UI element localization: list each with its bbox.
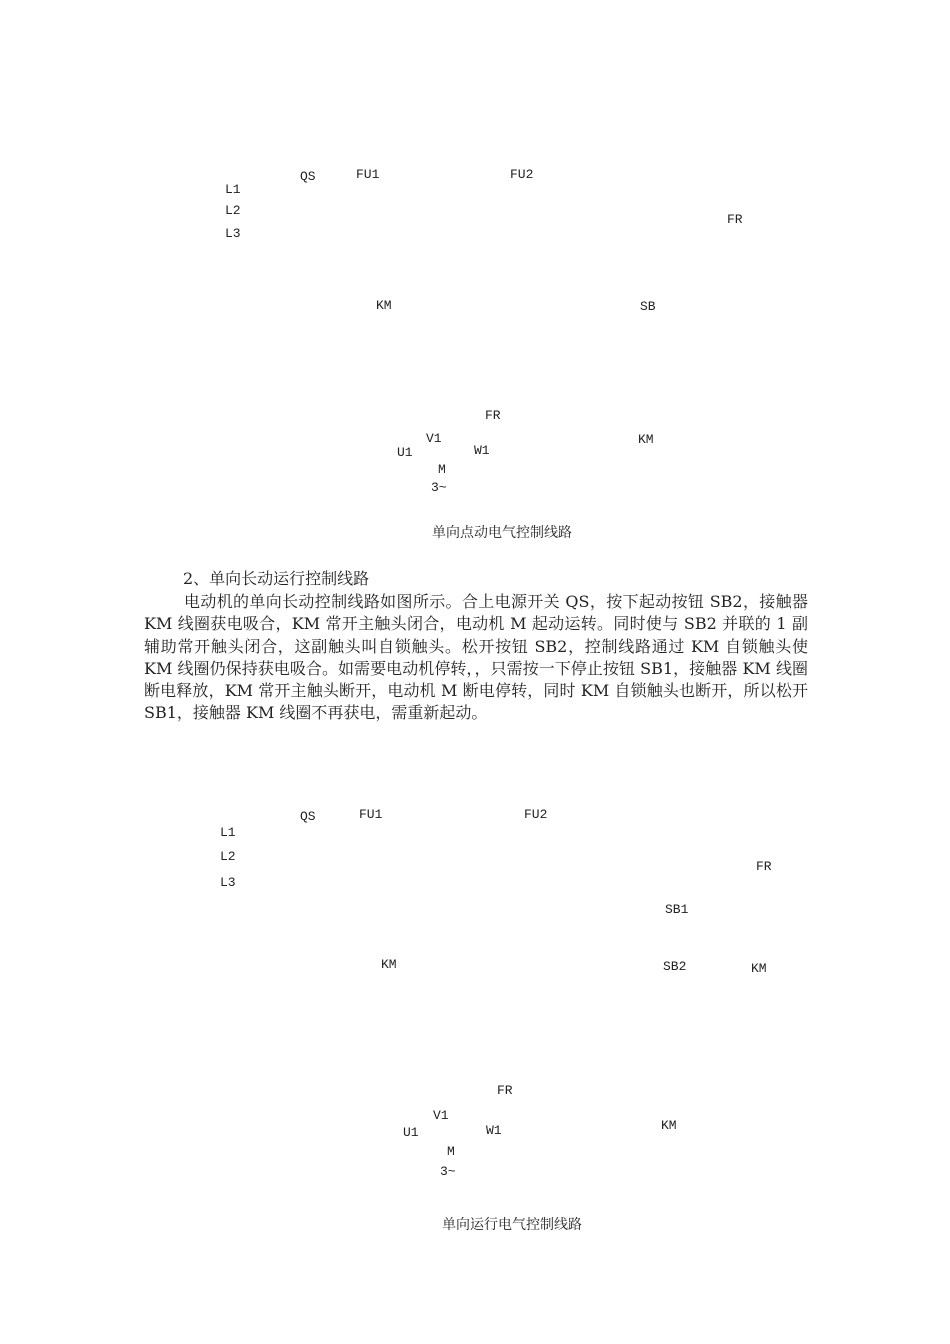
label-l3: L3 [225, 226, 241, 241]
label-km-aux: KM [751, 961, 767, 976]
label-v1: V1 [433, 1108, 449, 1123]
label-motor-m: M [438, 462, 446, 477]
label-qs: QS [300, 169, 316, 184]
label-km-coil: KM [638, 432, 654, 447]
section-heading: 2、单向长动运行控制线路 [183, 569, 370, 588]
section-paragraph: 电动机的单向长动控制线路如图所示。合上电源开关 QS，按下起动按钮 SB2，接触器 KM 线圈获电吸合，KM 常开主触头闭合，电动机 M 起动运转。同时使与 SB2 并联的 1 副辅助常开触头闭合，这副触头叫自锁触头。松开按钮 SB2，控制线路通过 KM 自锁触头使 KM 线圈仍保持获电吸合。如需要电动机停转，，只需按一下停止按钮 SB1，接触器 KM 线圈断电释放，KM 常开主触头断开，电动机 M 断电停转，同时 KM 自锁触头也断开，所以松开 SB1，接触器 KM 线圈不再获电，需重新起动。 [144, 592, 808, 723]
label-fu2: FU2 [510, 167, 534, 182]
label-motor-phase: 3~ [431, 480, 447, 495]
label-motor-phase: 3~ [440, 1164, 456, 1179]
label-km-coil: KM [661, 1118, 677, 1133]
label-w1: W1 [486, 1123, 502, 1138]
label-l1: L1 [225, 182, 241, 197]
label-fu1: FU1 [359, 807, 383, 822]
label-v1: V1 [426, 431, 442, 446]
label-qs: QS [300, 809, 316, 824]
label-u1: U1 [397, 445, 413, 460]
label-motor-m: M [447, 1144, 455, 1159]
caption-diagram-2: 单向运行电气控制线路 [442, 1217, 582, 1233]
label-l1: L1 [220, 825, 236, 840]
label-sb1: SB1 [665, 902, 689, 917]
label-u1: U1 [403, 1125, 419, 1140]
label-km-main: KM [381, 957, 397, 972]
label-sb2: SB2 [663, 959, 687, 974]
label-km-main: KM [376, 298, 392, 313]
caption-diagram-1: 单向点动电气控制线路 [432, 525, 572, 541]
label-fr-motor: FR [485, 408, 501, 423]
label-w1: W1 [474, 443, 490, 458]
label-sb: SB [640, 299, 656, 314]
label-l3: L3 [220, 875, 236, 890]
label-fu2: FU2 [524, 807, 548, 822]
label-fr-top: FR [756, 859, 772, 874]
label-l2: L2 [220, 849, 236, 864]
label-fr-motor: FR [497, 1083, 513, 1098]
label-l2: L2 [225, 203, 241, 218]
label-fr-top: FR [727, 212, 743, 227]
label-fu1: FU1 [356, 167, 380, 182]
